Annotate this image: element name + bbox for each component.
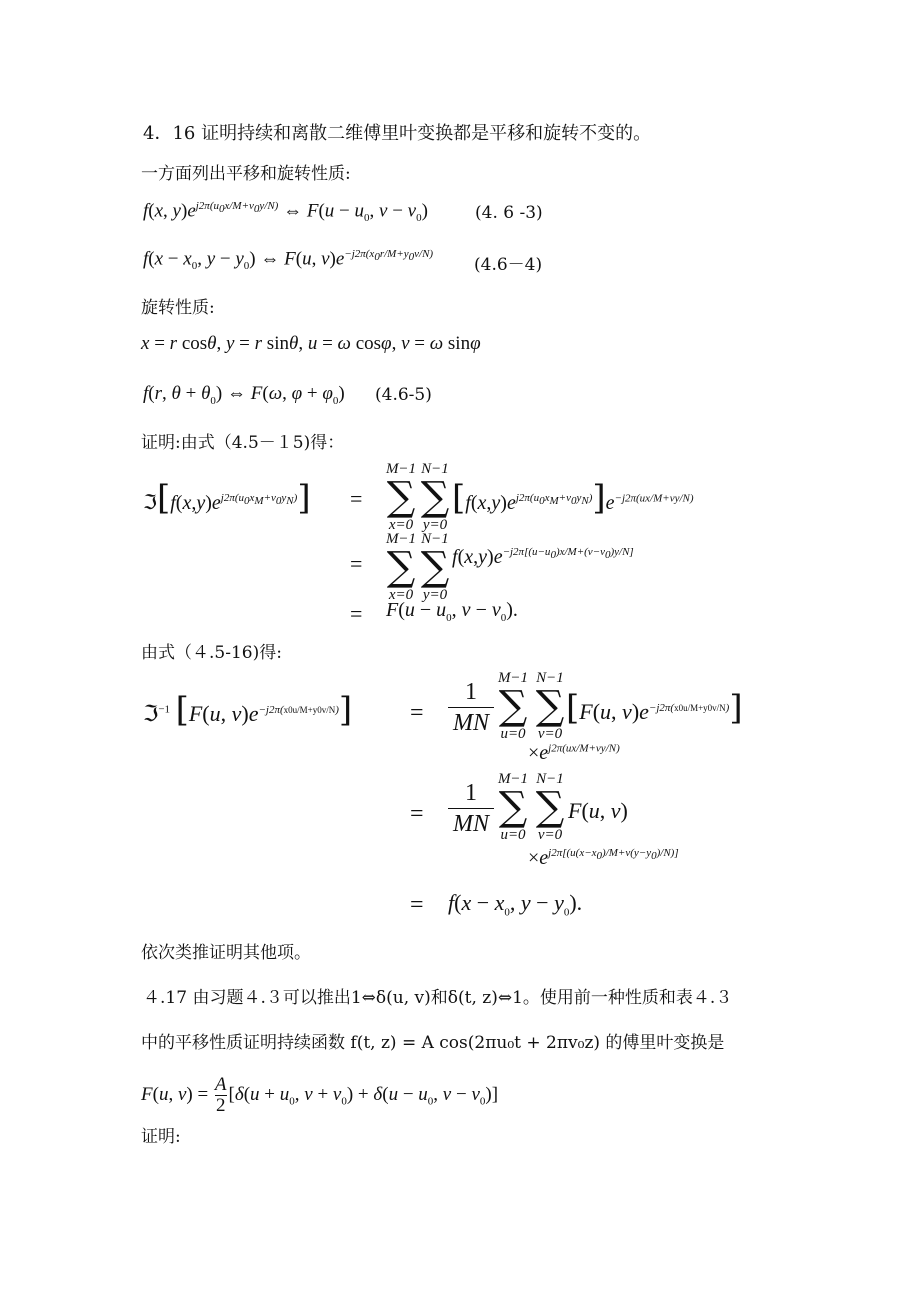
problem-417-line-1: ４.17 由习题４.３可以推出1⇔δ(u, v)和δ(t, z)⇔1。使用前一种性质和表４.３	[143, 988, 733, 1008]
problem-417-line-2: 中的平移性质证明持续函数 f(t, z) = A cos(2πu₀t + 2πv₀z) 的傅里叶变换是	[141, 1033, 725, 1053]
proof-line: 证明:由式（4.5－１5)得：	[141, 433, 345, 453]
equation-fourier-result: F(u, v) = $\frac{A}{2}$ [$\delta(u + u_0$, $v + v_0) + \delta(u - u_0$, $v - v_0$)]	[141, 1074, 499, 1116]
sum-x-2: M−1 ∑ x=0	[385, 531, 417, 603]
equation-label-2: (4.6－4)	[474, 255, 543, 275]
equation-label-4: (4.6-5)	[375, 385, 432, 405]
derivation-1-eq-b: =	[350, 551, 363, 576]
derivation-1-result: $F(u - u_0$, $v - v_0$).	[386, 599, 518, 624]
rotation-title: 旋转性质:	[141, 298, 215, 318]
equation-rotation: f(r, $\theta + \theta_0$) ⇔ F(ω, $\varphi + \varphi_0$)	[143, 383, 345, 407]
sum-u-1: M−1 ∑ u=0	[497, 670, 529, 742]
derivation-2-lhs: ℑ$^{-1}$ [F(u, $v)e^{-j2\pi(x0u/M+y0v/N)}$]	[143, 690, 353, 730]
derivation-2-rhs: [F(u, $v)e^{-j2\pi(x0u/M+y0v/N)}$]	[566, 688, 743, 728]
equation-translation-2: $f(x - x_0$, $y - y_0$) ⇔ F(u, $v)e^{-j2\pi(x_0r/M+y_0v/N)}$	[143, 248, 434, 273]
derivation-1-eq-c: =	[350, 601, 363, 626]
sum-u-2: M−1 ∑ u=0	[497, 771, 529, 843]
equation-label-1: (4. 6 -3)	[475, 203, 543, 223]
derivation-1-eq-a: =	[350, 486, 363, 511]
problem-417-proof-label: 证明:	[141, 1127, 181, 1147]
sum-v-2: N−1 ∑ v=0	[535, 771, 565, 843]
fraction-1-over-mn-2: $\frac{1}{MN}$	[448, 778, 494, 839]
sum-x-1: M−1 ∑ x=0	[385, 461, 417, 533]
problem-416-heading: 4．16 证明持续和离散二维傅里叶变换都是平移和旋转不变的。	[143, 123, 652, 144]
from-eq-line: 由式（４.5-16)得:	[141, 643, 282, 663]
derivation-2-mid: F(u, v)	[568, 798, 628, 823]
equation-translation-1: f(x, $y)e^{j2\pi(u_0x/M+v_0y/N)}$ ⇔ $F(u - u_0$, $v - v_0$)	[143, 200, 428, 225]
derivation-2-rhs-2: $\times e^{j2\pi(ux/M+vy/N)}$	[528, 742, 620, 764]
equation-polar: x = r cosθ, y = r sinθ, u = ω cosφ, v = ω sinφ	[141, 333, 481, 354]
derivation-2-mid-2: $\times e^{j2\pi[(u(x-x_0)/M+v(y-y_0)/N)]}$	[528, 847, 679, 869]
sum-y-2: N−1 ∑ y=0	[420, 531, 450, 603]
derivation-2-eq-b: =	[410, 801, 424, 827]
sum-y-1: N−1 ∑ y=0	[420, 461, 450, 533]
derivation-1-rhs: $[f(x,y)e^{j2\pi(u_0x_M+v_0y_N)}]e^{-j2\pi(ux/M+vy/N)}$	[452, 478, 694, 518]
derivation-2-result: $f(x - x_0$, $y - y_0$).	[448, 890, 583, 919]
derivation-2-eq-a: =	[410, 700, 424, 726]
derivation-2-eq-c: =	[410, 892, 424, 918]
problem-416-intro: 一方面列出平移和旋转性质:	[141, 164, 351, 184]
conclusion-line: 依次类推证明其他项。	[141, 943, 311, 963]
derivation-1-mid: $f(x,y)e^{-j2\pi[(u-u_0)x/M+(v-v_0)y/N]}$	[452, 546, 634, 568]
sum-v-1: N−1 ∑ v=0	[535, 670, 565, 742]
derivation-1-lhs: $ℑ[f(x,y)e^{j2\pi(u_0x_M+v_0y_N)}]$	[143, 478, 311, 518]
fraction-1-over-mn-1: $\frac{1}{MN}$	[448, 677, 494, 738]
